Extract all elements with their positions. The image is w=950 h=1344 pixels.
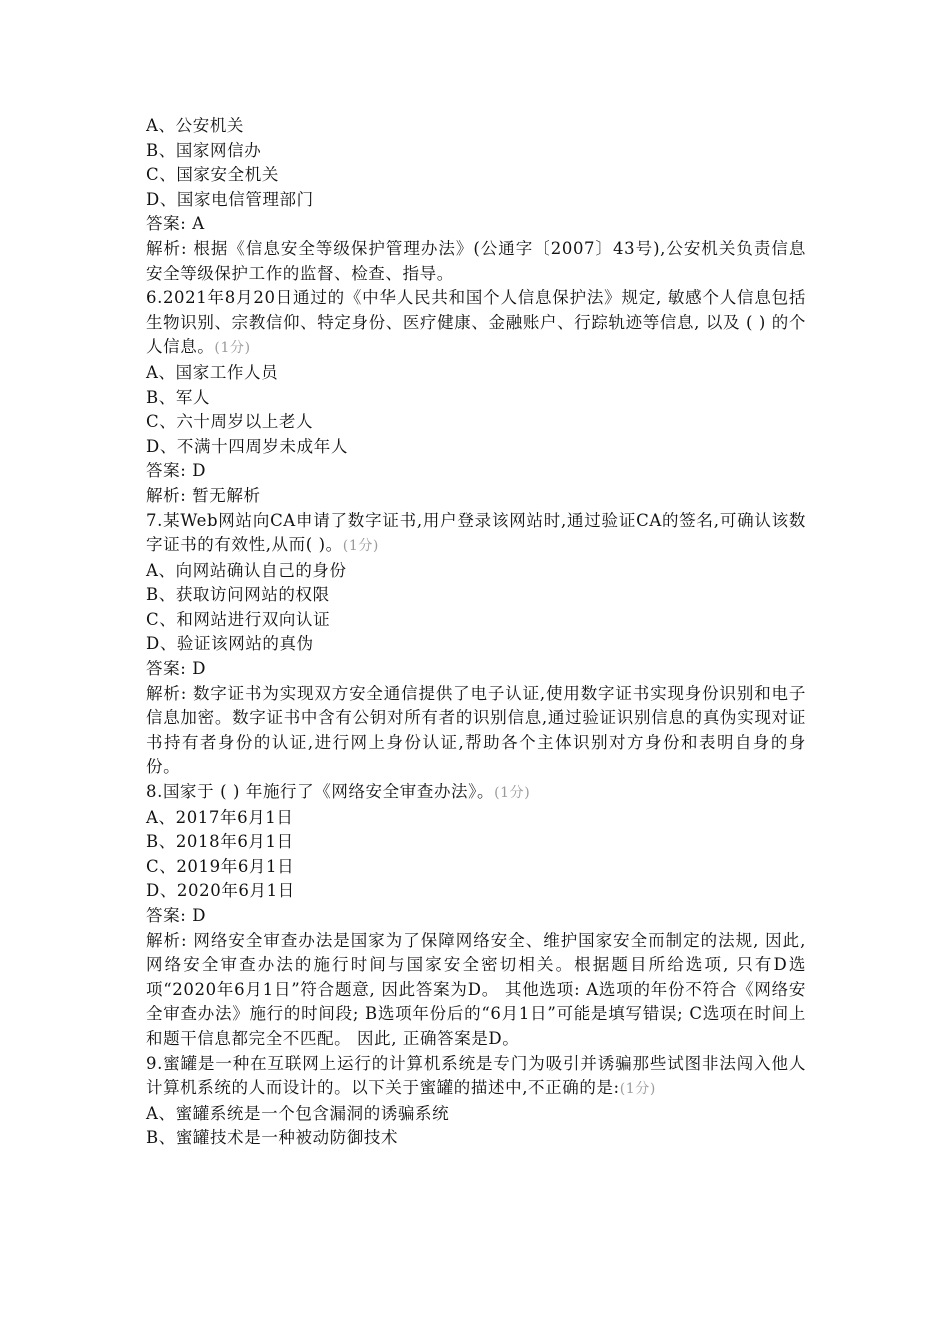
q6-option-a: A、国家工作人员 bbox=[146, 362, 279, 382]
q7-question bbox=[146, 509, 806, 559]
q8-option-c: C、2019年6月1日 bbox=[146, 856, 295, 876]
q7-option-b: B、获取访问网站的权限 bbox=[146, 585, 330, 605]
q6-answer: 答案: D bbox=[146, 461, 207, 481]
q9-question bbox=[146, 1052, 806, 1102]
q6-option-d: D、不满十四周岁未成年人 bbox=[146, 436, 348, 456]
q8-option-d: D、2020年6月1日 bbox=[146, 881, 295, 901]
q9-option-b: B、蜜罐技术是一种被动防御技术 bbox=[146, 1128, 399, 1148]
q7-score: (1分) bbox=[342, 538, 379, 555]
q8-score: (1分) bbox=[494, 785, 531, 802]
q7-option-c: C、和网站进行双向认证 bbox=[146, 609, 331, 629]
q8-answer: 答案: D bbox=[146, 906, 207, 925]
q5-answer: 答案: A bbox=[146, 214, 205, 234]
q7-analysis: 解析: 数字证书为实现双方安全通信提供了电子认证,使用数字证书实现身份识别和电子信息加密。数字证书中含有公钥对所有者的识别信息,通过验证识别信息的真伪实现对证书持有者身份的认证,进行网上身份认证,帮助各个主体识别对方身份和表明自身的身份。 bbox=[146, 683, 806, 777]
q6-option-c: C、六十周岁以上老人 bbox=[146, 412, 314, 432]
q8-question-text: 8.国家于 ( ) 年施行了《网络安全审查办法》。 bbox=[146, 782, 495, 802]
q8-option-a: A、2017年6月1日 bbox=[146, 807, 294, 827]
q8-question bbox=[146, 780, 806, 806]
q9-score: (1分) bbox=[619, 1081, 656, 1098]
q5-analysis: 解析: 根据《信息安全等级保护管理办法》(公通字〔2007〕43号),公安机关负责信息安全等级保护工作的监督、检查、指导。 bbox=[146, 238, 806, 283]
q6-question bbox=[146, 286, 806, 361]
q5-option-a: A、公安机关 bbox=[146, 116, 245, 135]
q6-option-b: B、军人 bbox=[146, 387, 211, 407]
q9-question-text: 9.蜜罐是一种在互联网上运行的计算机系统是专门为吸引并诱骗那些试图非法闯入他人计算机系统的人而设计的。以下关于蜜罐的描述中,不正确的是: bbox=[146, 1053, 806, 1098]
q8-option-b: B、2018年6月1日 bbox=[146, 832, 294, 852]
q7-option-d: D、验证该网站的真伪 bbox=[146, 634, 314, 654]
q6-question-text: 6.2021年8月20日通过的《中华人民共和国个人信息保护法》规定, 敏感个人信息包括生物识别、宗教信仰、特定身份、医疗健康、金融账户、行踪轨迹等信息, 以及 ( ) 的个人信息。 bbox=[146, 288, 806, 357]
q9-option-a: A、蜜罐系统是一个包含漏洞的诱骗系统 bbox=[146, 1103, 450, 1123]
q7-question-text: 7.某Web网站向CA申请了数字证书,用户登录该网站时,通过验证CA的签名,可确认该数字证书的有效性,从而( )。 bbox=[146, 510, 806, 555]
q6-score: (1分) bbox=[214, 340, 251, 357]
q8-analysis: 解析: 网络安全审查办法是国家为了保障网络安全、维护国家安全而制定的法规, 因此, 网络安全审查办法的施行时间与国家安全密切相关。根据题目所给选项, 只有D选项“2020年6月1日”符合题意, 因此答案为D。 其他选项: A选项的年份不符合《网络安全审查办法》施行的时间段; B选项年份后的“6月1日”可能是填写错误; C选项在时间上和题干信息都完全不匹配。 因此, 正确答案是D。 bbox=[146, 930, 806, 1048]
document-page bbox=[146, 114, 806, 1151]
q5-option-b: B、国家网信办 bbox=[146, 140, 262, 160]
q7-answer: 答案: D bbox=[146, 659, 207, 679]
q5-option-d: D、国家电信管理部门 bbox=[146, 189, 314, 209]
q7-option-a: A、向网站确认自己的身份 bbox=[146, 560, 347, 580]
q6-analysis: 解析: 暂无解析 bbox=[146, 485, 261, 505]
q5-option-c: C、国家安全机关 bbox=[146, 165, 279, 185]
